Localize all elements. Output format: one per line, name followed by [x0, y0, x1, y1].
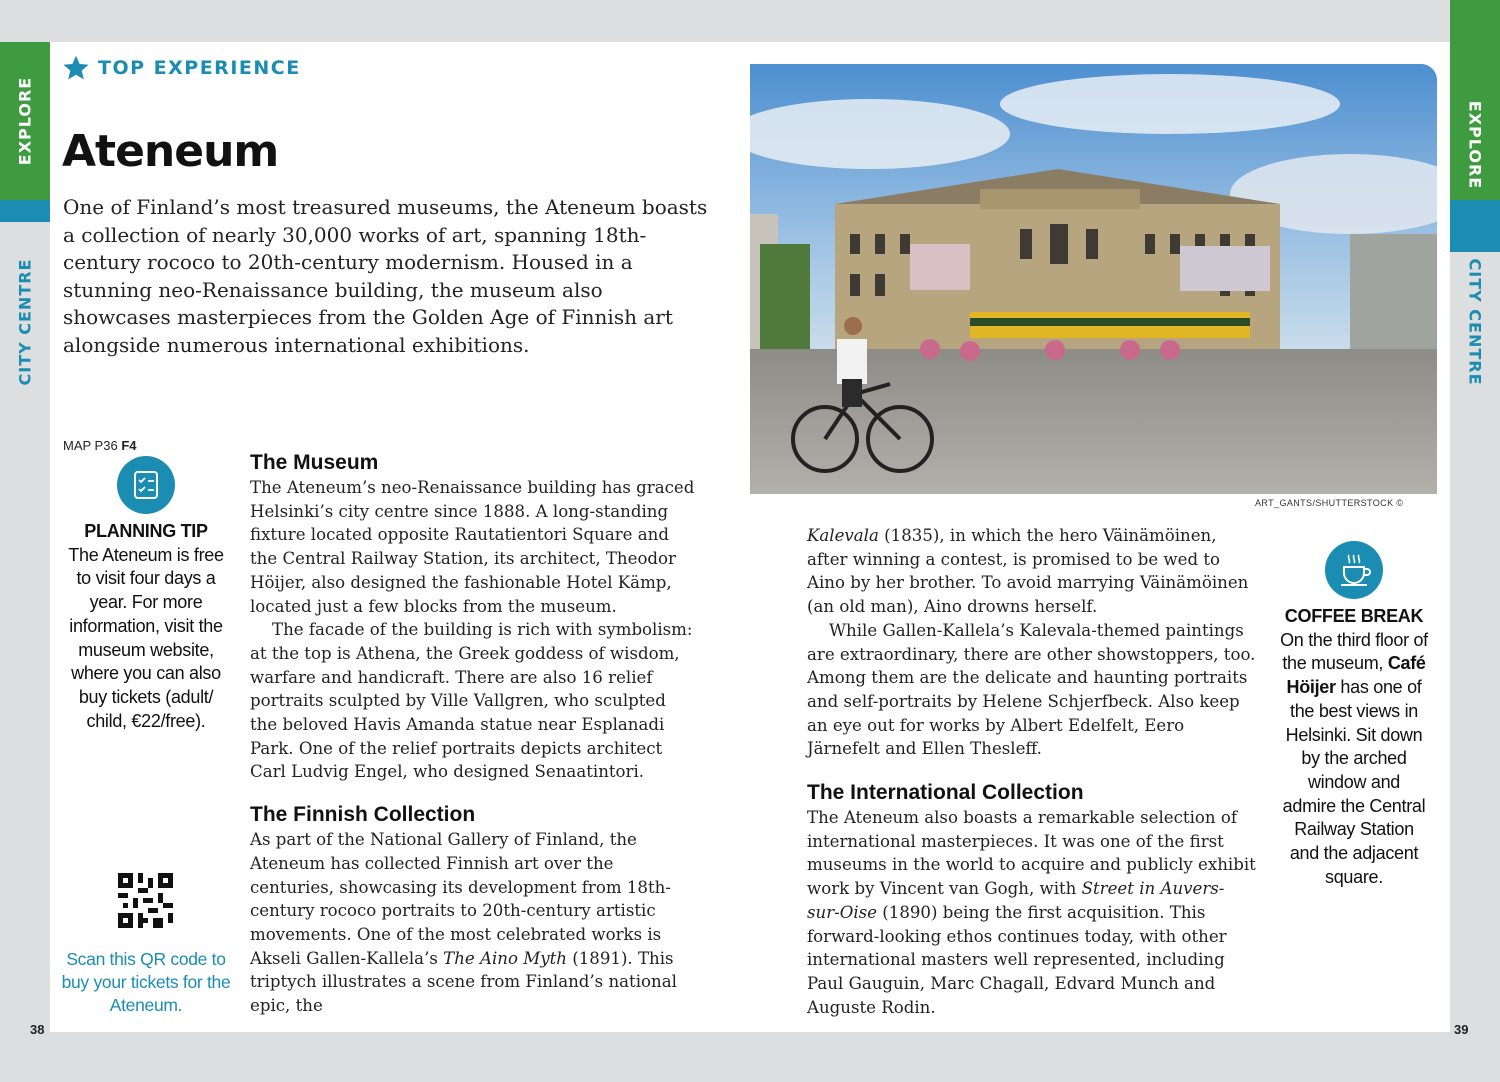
city-centre-tab-label: CITY CENTRE	[15, 258, 35, 386]
intro-paragraph: One of Finland’s most treasured museums, the Ateneum boasts a collection of nearly 30,000 works of art, spanning 18th-century rococo to 20th-century modernism. Housed in a stunning neo-Renaissance building, the museum also showcases masterpieces from the Golden Age of Finnish art alongside numerous international exhibitions.	[63, 195, 708, 357]
international-paragraph-1	[807, 806, 1257, 1019]
map-reference-prefix: MAP P36	[63, 438, 118, 453]
museum-heading: The Museum	[250, 451, 379, 474]
kicker-label: TOP EXPERIENCE	[98, 57, 301, 79]
finnish-p1-text-a: As part of the National Gallery of Finland, the Ateneum has collected Finnish art over the centuries, showcasing its development from 18th-century rococo portraits to 20th-century artistic movements. One of the most celebrated works is Akseli Gallen-Kallela’s	[250, 830, 671, 968]
column-two	[807, 524, 1257, 1019]
city-centre-tab-right	[1450, 222, 1500, 422]
finnish-paragraph-3: While Gallen-Kallela’s Kalevala-themed paintings are extraordinary, there are other showstoppers, too. Among them are the delicate and haunting portraits and self-portraits by Helene Schjerfbeck. Also keep an eye out for works by Albert Edelfelt, Eero Järnefelt and Ellen Thesleff.	[807, 620, 1256, 759]
city-tab-bar-left	[0, 200, 50, 222]
page-number-right: 39	[1454, 1022, 1469, 1037]
international-p1-text-a: The Ateneum also boasts a remarkable selection of international masterpieces. It was one of the first museums in the world to acquire and publicly exhibit work by Vincent van Gogh, with	[807, 808, 1256, 899]
international-p1-text-b: (1890) being the first acquisition. This forward-looking ethos continues today, with other international masters well represented, including Paul Gauguin, Marc Chagall, Edvard Munch and Auguste Rodin.	[807, 902, 1227, 1017]
qr-code-icon	[118, 873, 173, 928]
explore-tab-label-right: EXPLORE	[1465, 100, 1485, 190]
page-number-left: 38	[30, 1022, 45, 1037]
checklist-icon	[117, 456, 175, 514]
photo-credit: ART_GANTS/SHUTTERSTOCK ©	[1255, 498, 1404, 508]
international-heading: The International Collection	[807, 781, 1084, 805]
finnish-p2-text: (1835), in which the hero Väinämöinen, after winning a contest, is promised to be wed to Aino by her brother. To avoid marrying Väinämöinen (an old man), Aino drowns herself.	[807, 526, 1249, 617]
planning-tip-box	[63, 520, 229, 733]
city-centre-tab-label-right: CITY CENTRE	[1465, 258, 1485, 386]
street-in-auvers-title: Street in Auvers-sur-Oise	[807, 879, 1225, 922]
explore-tab-label: EXPLORE	[15, 76, 35, 166]
coffee-break-body-2: has one of the best views in Helsinki. Sit down by the arched window and admire the Central Railway Station and the adjacent square.	[1282, 677, 1426, 887]
city-centre-tab-left	[0, 222, 50, 422]
finnish-p1-text-b: (1891). This triptych illustrates a scene from Finland’s national epic, the	[250, 948, 677, 1016]
museum-paragraph-1: The Ateneum’s neo-Renaissance building has graced Helsinki’s city centre since 1888. A long-standing fixture located opposite Rautatientori Square and the Central Railway Station, its architect, Theodor Höijer, also designed the fashionable Hotel Kämp, located just a few blocks from the museum.	[250, 478, 695, 616]
museum-paragraph-2: The facade of the building is rich with symbolism: at the top is Athena, the Greek goddess of wisdom, warfare and handicraft. There are also 16 relief portraits sculpted by Ville Vallgren, who sculpted the beloved Havis Amanda statue near Esplanadi Park. One of the relief portraits depicts architect Carl Ludvig Engel, who designed Senaatintori.	[250, 620, 693, 782]
finnish-paragraph-1	[250, 828, 695, 1018]
aino-myth-title: The Aino Myth	[443, 948, 567, 968]
planning-tip-heading: PLANNING TIP	[84, 521, 208, 541]
explore-tab-left	[0, 42, 50, 200]
map-reference-grid: F4	[121, 438, 137, 453]
map-reference	[63, 438, 136, 453]
planning-tip-body: The Ateneum is free to visit four days a year. For more information, visit the museum website, where you can also buy tickets (adult/ child, €22/free).	[68, 544, 224, 731]
kalevala-title: Kalevala	[807, 526, 879, 545]
coffee-break-box	[1280, 605, 1428, 889]
top-experience-kicker	[62, 54, 301, 82]
explore-tab-right	[1450, 0, 1500, 200]
star-icon	[62, 54, 90, 82]
finnish-heading: The Finnish Collection	[250, 803, 476, 827]
ateneum-photo	[750, 64, 1437, 494]
photo-icon	[750, 64, 1437, 494]
coffee-break-body-1: On the third floor of the museum,	[1280, 629, 1428, 674]
coffee-break-heading: COFFEE BREAK	[1284, 606, 1424, 626]
page-title: Ateneum	[62, 126, 279, 177]
coffee-cup-icon	[1325, 541, 1383, 599]
qr-caption: Scan this QR code to buy your tickets for the Ateneum.	[61, 949, 231, 1015]
column-one	[250, 450, 695, 1018]
finnish-paragraph-2	[807, 524, 1257, 619]
cafe-name: Café Höijer	[1286, 653, 1426, 698]
